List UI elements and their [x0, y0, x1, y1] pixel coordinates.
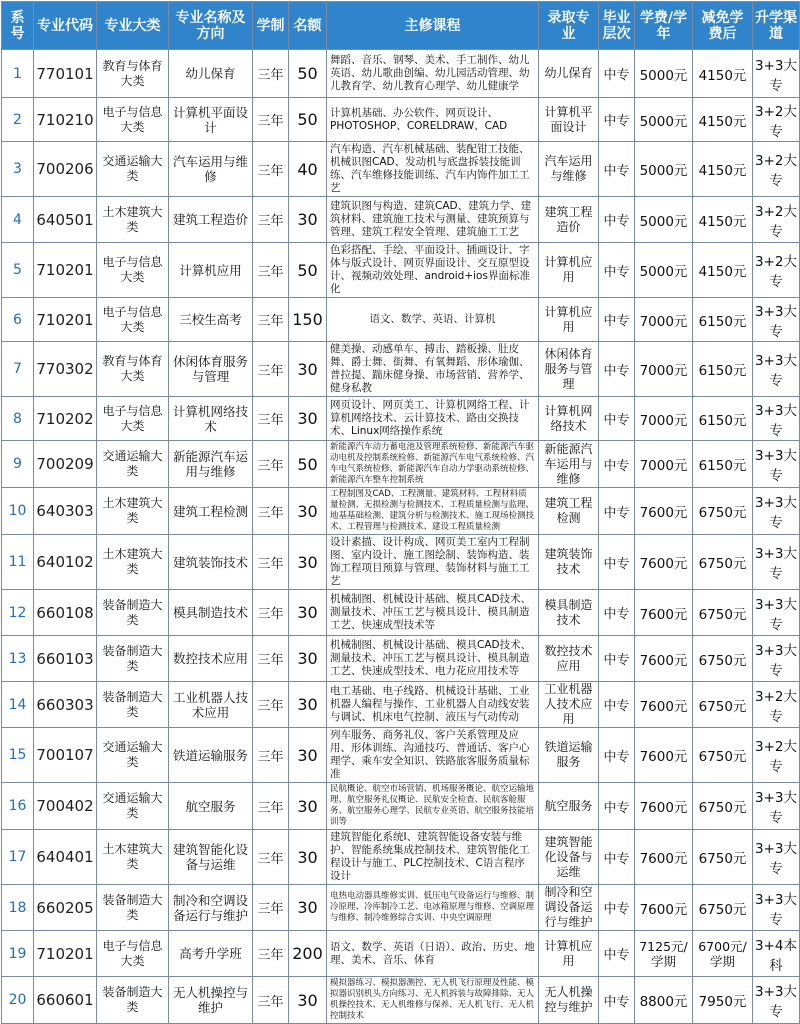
- row-fee: 7000元: [635, 342, 693, 397]
- row-path: 3+2大专: [753, 98, 800, 142]
- row-reduced: 6150元: [693, 397, 753, 441]
- table-row: [2, 977, 800, 1024]
- row-reduced: 6750元: [693, 885, 753, 931]
- table-row: [2, 728, 800, 783]
- row-fee: 7600元: [635, 535, 693, 590]
- table-row: [2, 342, 800, 397]
- row-duration: 三年: [253, 977, 289, 1024]
- row-fee: 7000元: [635, 397, 693, 441]
- row-level: 中专: [599, 977, 635, 1024]
- row-degree: 模具制造技术: [539, 590, 599, 636]
- row-code: 660103: [34, 636, 97, 682]
- row-duration: 三年: [253, 50, 289, 98]
- row-duration: 三年: [253, 931, 289, 977]
- row-index: 1: [2, 50, 34, 98]
- row-name: 三校生高考: [169, 298, 253, 342]
- row-reduced: 7950元: [693, 977, 753, 1024]
- row-fee: 5000元: [635, 142, 693, 197]
- row-degree: 航空服务: [539, 783, 599, 830]
- row-courses: 语文、数学、英语、计算机: [327, 298, 539, 342]
- header-level: 毕业层次: [599, 2, 635, 50]
- row-path: 3+2大专: [753, 243, 800, 298]
- row-index: 10: [2, 488, 34, 535]
- row-degree: 建筑工程造价: [539, 197, 599, 243]
- row-code: 710201: [34, 298, 97, 342]
- row-degree: 计算机网络技术: [539, 397, 599, 441]
- table-row: [2, 590, 800, 636]
- row-index: 4: [2, 197, 34, 243]
- table-row: [2, 682, 800, 728]
- row-courses: 建筑识图与构造、建筑CAD、建筑力学、建筑材料、建筑施工技术与测量、建筑预算与管理、建筑工程安全管理、建筑施工工艺: [327, 197, 539, 243]
- row-name: 休闲体育服务与管理: [169, 342, 253, 397]
- row-level: 中专: [599, 98, 635, 142]
- table-row: [2, 98, 800, 142]
- row-courses: 网页设计、网页美工、计算机网络工程、计算机网络技术、云计算技术、路由交换技术、Linux网络操作系统: [327, 397, 539, 441]
- row-duration: 三年: [253, 397, 289, 441]
- row-reduced: 4150元: [693, 243, 753, 298]
- row-path: 3+3大专: [753, 397, 800, 441]
- row-code: 700107: [34, 728, 97, 783]
- row-code: 710210: [34, 98, 97, 142]
- row-category: 装备制造大类: [97, 977, 169, 1024]
- row-level: 中专: [599, 636, 635, 682]
- row-name: 工业机器人技术应用: [169, 682, 253, 728]
- table-row: [2, 142, 800, 197]
- row-quota: 30: [289, 682, 327, 728]
- row-degree: 建筑智能化设备与运维: [539, 830, 599, 885]
- row-courses: 舞蹈、音乐、钢琴、美术、手工制作、幼儿英语、幼儿歌曲创编、幼儿园活动管理、幼儿教育学、幼儿教育心理学、幼儿健康学: [327, 50, 539, 98]
- row-name: 制冷和空调设备运行与维护: [169, 885, 253, 931]
- row-index: 9: [2, 441, 34, 488]
- row-category: 电子与信息大类: [97, 98, 169, 142]
- row-code: 770101: [34, 50, 97, 98]
- table-row: [2, 488, 800, 535]
- row-index: 2: [2, 98, 34, 142]
- row-duration: 三年: [253, 243, 289, 298]
- row-level: 中专: [599, 488, 635, 535]
- header-category: 专业大类: [97, 2, 169, 50]
- row-duration: 三年: [253, 830, 289, 885]
- row-fee: 5000元: [635, 197, 693, 243]
- row-reduced: 4150元: [693, 50, 753, 98]
- row-index: 18: [2, 885, 34, 931]
- row-reduced: 6750元: [693, 488, 753, 535]
- row-level: 中专: [599, 682, 635, 728]
- row-level: 中专: [599, 590, 635, 636]
- row-courses: 设计素描、设计构成、网页美工室内工程制图、室内设计、施工图绘制、装饰构造、装饰工程项目预算与管理、装饰材料与施工工艺: [327, 535, 539, 590]
- row-quota: 50: [289, 98, 327, 142]
- row-degree: 幼儿保育: [539, 50, 599, 98]
- row-courses: 机械制图、机械设计基础、模具CAD技术、測量技术、冲压工艺与模具设计、模具制造工艺、快速成型技术等: [327, 590, 539, 636]
- row-quota: 30: [289, 783, 327, 830]
- table-row: [2, 535, 800, 590]
- row-level: 中专: [599, 535, 635, 590]
- table-row: [2, 50, 800, 98]
- row-quota: 150: [289, 298, 327, 342]
- row-path: 3+3大专: [753, 535, 800, 590]
- header-row: [2, 2, 800, 50]
- row-code: 770302: [34, 342, 97, 397]
- row-index: 20: [2, 977, 34, 1024]
- row-level: 中专: [599, 397, 635, 441]
- row-reduced: 6150元: [693, 441, 753, 488]
- row-degree: 建筑工程检测: [539, 488, 599, 535]
- row-reduced: 6750元: [693, 783, 753, 830]
- row-quota: 30: [289, 197, 327, 243]
- row-duration: 三年: [253, 298, 289, 342]
- row-reduced: 6750元: [693, 636, 753, 682]
- row-path: 3+3大专: [753, 977, 800, 1024]
- row-level: 中专: [599, 728, 635, 783]
- row-courses: 建筑智能化系统I、建筑智能设备安装与维护、智能系统集成控制技术、建筑智能化工程设计与施工、PLC控制技术、C语言程序设计: [327, 830, 539, 885]
- row-degree: 计算机应用: [539, 298, 599, 342]
- row-path: 3+3大专: [753, 636, 800, 682]
- row-degree: 数控技术应用: [539, 636, 599, 682]
- row-reduced: 4150元: [693, 197, 753, 243]
- row-category: 电子与信息大类: [97, 931, 169, 977]
- table-row: [2, 397, 800, 441]
- row-duration: 三年: [253, 783, 289, 830]
- row-code: 710202: [34, 397, 97, 441]
- row-name: 数控技术应用: [169, 636, 253, 682]
- row-category: 教育与体育大类: [97, 342, 169, 397]
- row-duration: 三年: [253, 441, 289, 488]
- row-name: 新能源汽车运用与维修: [169, 441, 253, 488]
- row-index: 5: [2, 243, 34, 298]
- header-quota: 名额: [289, 2, 327, 50]
- row-name: 建筑装饰技术: [169, 535, 253, 590]
- row-duration: 三年: [253, 488, 289, 535]
- row-category: 电子与信息大类: [97, 298, 169, 342]
- table-row: [2, 441, 800, 488]
- row-quota: 30: [289, 885, 327, 931]
- row-path: 3+3大专: [753, 441, 800, 488]
- row-fee: 5000元: [635, 50, 693, 98]
- row-level: 中专: [599, 197, 635, 243]
- row-duration: 三年: [253, 197, 289, 243]
- row-quota: 30: [289, 397, 327, 441]
- row-category: 交通运输大类: [97, 142, 169, 197]
- table-row: [2, 931, 800, 977]
- row-reduced: 6150元: [693, 298, 753, 342]
- row-degree: 计算机应用: [539, 243, 599, 298]
- row-code: 700206: [34, 142, 97, 197]
- row-quota: 30: [289, 636, 327, 682]
- row-path: 3+2大专: [753, 197, 800, 243]
- row-category: 土木建筑大类: [97, 488, 169, 535]
- row-reduced: 6750元: [693, 590, 753, 636]
- row-level: 中专: [599, 931, 635, 977]
- majors-table: [1, 1, 800, 1024]
- row-name: 汽车运用与维修: [169, 142, 253, 197]
- row-category: 电子与信息大类: [97, 397, 169, 441]
- row-category: 交通运输大类: [97, 728, 169, 783]
- row-code: 700402: [34, 783, 97, 830]
- header-degree: 录取专业: [539, 2, 599, 50]
- row-code: 710201: [34, 931, 97, 977]
- table-row: [2, 885, 800, 931]
- row-reduced: 6150元: [693, 342, 753, 397]
- row-name: 建筑智能化设备与运维: [169, 830, 253, 885]
- header-code: 专业代码: [34, 2, 97, 50]
- row-courses: 色彩搭配、手绘、平面设计、插画设计、字体与版式设计、网页界面设计、交互原型设计、视频动效处理、android+ios界面标准化: [327, 243, 539, 298]
- row-quota: 30: [289, 535, 327, 590]
- table-row: [2, 830, 800, 885]
- row-name: 建筑工程检测: [169, 488, 253, 535]
- row-index: 7: [2, 342, 34, 397]
- table-row: [2, 298, 800, 342]
- row-courses: 电热电动器具维修实训、低压电气设备运行与维修、制冷原理、冷库制冷工艺、电冰箱原理与维修、空调原理与维修、制冷维修综合实训、中央空调原理: [327, 885, 539, 931]
- row-path: 3+3大专: [753, 590, 800, 636]
- row-quota: 30: [289, 590, 327, 636]
- row-reduced: 6750元: [693, 535, 753, 590]
- row-name: 无人机操控与维护: [169, 977, 253, 1024]
- row-path: 3+3大专: [753, 342, 800, 397]
- row-fee: 7600元: [635, 682, 693, 728]
- row-duration: 三年: [253, 342, 289, 397]
- row-duration: 三年: [253, 728, 289, 783]
- row-category: 电子与信息大类: [97, 243, 169, 298]
- row-fee: 7000元: [635, 441, 693, 488]
- row-name: 铁道运输服务: [169, 728, 253, 783]
- row-code: 660108: [34, 590, 97, 636]
- row-quota: 30: [289, 977, 327, 1024]
- row-degree: 计算机应用: [539, 931, 599, 977]
- row-level: 中专: [599, 830, 635, 885]
- row-level: 中专: [599, 142, 635, 197]
- row-duration: 三年: [253, 636, 289, 682]
- row-reduced: 6750元: [693, 728, 753, 783]
- row-index: 12: [2, 590, 34, 636]
- header-name: 专业名称及方向: [169, 2, 253, 50]
- row-category: 交通运输大类: [97, 441, 169, 488]
- row-name: 幼儿保育: [169, 50, 253, 98]
- row-name: 航空服务: [169, 783, 253, 830]
- row-fee: 7000元: [635, 298, 693, 342]
- row-reduced: 6700元/学期: [693, 931, 753, 977]
- row-level: 中专: [599, 885, 635, 931]
- row-path: 3+2大专: [753, 142, 800, 197]
- table-row: [2, 783, 800, 830]
- row-quota: 50: [289, 50, 327, 98]
- row-path: 3+2大专: [753, 682, 800, 728]
- row-path: 3+3大专: [753, 488, 800, 535]
- row-index: 13: [2, 636, 34, 682]
- row-category: 教育与体育大类: [97, 50, 169, 98]
- row-courses: 汽车构造、汽车机械基础、装配钳工技能、机械识图CAD、发动机与底盘拆装技能训练、汽车维修技能训练、汽车内饰件加工工艺: [327, 142, 539, 197]
- row-courses: 健美操、动感单车、搏击、踏板操、肚皮舞、爵士舞、街舞、有氧舞蹈、形体瑜伽、普拉提、踹床健身操、市场营销、营养学、健身私教: [327, 342, 539, 397]
- table-row: [2, 636, 800, 682]
- row-path: 3+3大专: [753, 50, 800, 98]
- row-code: 700209: [34, 441, 97, 488]
- row-quota: 50: [289, 441, 327, 488]
- row-code: 640303: [34, 488, 97, 535]
- row-degree: 建筑装饰技术: [539, 535, 599, 590]
- row-quota: 30: [289, 728, 327, 783]
- row-fee: 8800元: [635, 977, 693, 1024]
- row-category: 装备制造大类: [97, 636, 169, 682]
- table-row: [2, 197, 800, 243]
- row-quota: 30: [289, 342, 327, 397]
- row-category: 装备制造大类: [97, 682, 169, 728]
- row-quota: 200: [289, 931, 327, 977]
- row-fee: 7600元: [635, 885, 693, 931]
- row-duration: 三年: [253, 142, 289, 197]
- header-index: 系号: [2, 2, 34, 50]
- row-courses: 电工基础、电子线路、机械设计基础、工业机器人编程与操作、工业机器人自动线安装与调试、机床电气控制、液压与气动传动: [327, 682, 539, 728]
- row-degree: 工业机器人技术应用: [539, 682, 599, 728]
- row-reduced: 6750元: [693, 830, 753, 885]
- row-fee: 7125元/学期: [635, 931, 693, 977]
- row-index: 19: [2, 931, 34, 977]
- row-reduced: 4150元: [693, 98, 753, 142]
- row-duration: 三年: [253, 682, 289, 728]
- row-fee: 7600元: [635, 636, 693, 682]
- row-index: 15: [2, 728, 34, 783]
- row-courses: 新能源汽车动力蓄电池及管理系统检修、新能源汽车驱动电机及控制系统检修、新能源汽车电气系统检修、汽车电气系统检修、新能源汽车自动力学驱动系统检修、新能源汽车整车控制系统: [327, 441, 539, 488]
- row-courses: 模拟器练习、模拟器测控、无人机飞行原理及性能、模拟器识别机头方向练习、无人机拆装与故障排除、无人机操控技术、无人机维修与保养、无人机飞行、无人机控制技术: [327, 977, 539, 1024]
- row-courses: 民航概论、航空市场营销、机场服务概论、航空运输地理、航空服务礼仪概论、民航安全检查、民航客舱服务、航空服务心理学、民航专业英语、航空服务技能培训等: [327, 783, 539, 830]
- row-degree: 计算机平面设计: [539, 98, 599, 142]
- row-path: 3+3大专: [753, 783, 800, 830]
- row-code: 710201: [34, 243, 97, 298]
- header-fee: 学费/学年: [635, 2, 693, 50]
- header-reduced: 减免学费后: [693, 2, 753, 50]
- table-row: [2, 243, 800, 298]
- row-path: 3+3大专: [753, 885, 800, 931]
- row-courses: 列车服务、商务礼仪、客户关系管理及应用、形体训练、沟通技巧、普通话、客户心理学、乘车安全知识、铁路旅客服务质量标准: [327, 728, 539, 783]
- row-fee: 5000元: [635, 98, 693, 142]
- row-level: 中专: [599, 50, 635, 98]
- row-duration: 三年: [253, 885, 289, 931]
- row-name: 计算机网络技术: [169, 397, 253, 441]
- row-level: 中专: [599, 243, 635, 298]
- row-path: 3+4本科: [753, 931, 800, 977]
- header-duration: 学制: [253, 2, 289, 50]
- row-name: 模具制造技术: [169, 590, 253, 636]
- row-path: 3+2大专: [753, 728, 800, 783]
- row-name: 建筑工程造价: [169, 197, 253, 243]
- row-courses: 工程制图及CAD、工程测量、建筑材料、工程材料质量检测、无损检测与检测技术、工程质量检测与监理、地基基础检测、建筑分析与检测技术、施工现场检测技术、工程管理与检测技术、建设工程质量检测: [327, 488, 539, 535]
- row-degree: 铁道运输服务: [539, 728, 599, 783]
- row-path: 3+3大专: [753, 298, 800, 342]
- row-index: 17: [2, 830, 34, 885]
- row-courses: 计算机基础、办公软件、网页设计、PHOTOSHOP、CORELDRAW、CAD: [327, 98, 539, 142]
- row-code: 640401: [34, 830, 97, 885]
- row-name: 计算机平面设计: [169, 98, 253, 142]
- row-fee: 7600元: [635, 488, 693, 535]
- row-degree: 休闲体育服务与管理: [539, 342, 599, 397]
- row-degree: 汽车运用与维修: [539, 142, 599, 197]
- row-level: 中专: [599, 783, 635, 830]
- row-fee: 5000元: [635, 243, 693, 298]
- row-code: 660205: [34, 885, 97, 931]
- row-fee: 7600元: [635, 783, 693, 830]
- row-quota: 40: [289, 142, 327, 197]
- row-fee: 7600元: [635, 830, 693, 885]
- row-reduced: 6750元: [693, 682, 753, 728]
- row-category: 土木建筑大类: [97, 535, 169, 590]
- row-degree: 无人机操控与维护: [539, 977, 599, 1024]
- row-duration: 三年: [253, 590, 289, 636]
- row-index: 8: [2, 397, 34, 441]
- row-code: 640501: [34, 197, 97, 243]
- row-degree: 新能源汽车运用与维修: [539, 441, 599, 488]
- row-quota: 50: [289, 243, 327, 298]
- row-courses: 机械制图、机械设计基础、模具CAD技术、測量技术、冲压工艺与模具设计、模具制造工艺、快速成型技术、电力花应用技术等: [327, 636, 539, 682]
- row-quota: 30: [289, 488, 327, 535]
- row-category: 交通运输大类: [97, 783, 169, 830]
- row-level: 中专: [599, 298, 635, 342]
- row-code: 660303: [34, 682, 97, 728]
- header-path: 升学渠道: [753, 2, 800, 50]
- row-path: 3+3大专: [753, 830, 800, 885]
- row-quota: 30: [289, 830, 327, 885]
- row-category: 装备制造大类: [97, 885, 169, 931]
- row-reduced: 4150元: [693, 142, 753, 197]
- row-index: 11: [2, 535, 34, 590]
- row-duration: 三年: [253, 535, 289, 590]
- row-duration: 三年: [253, 98, 289, 142]
- row-index: 16: [2, 783, 34, 830]
- header-courses: 主修课程: [327, 2, 539, 50]
- row-name: 计算机应用: [169, 243, 253, 298]
- row-index: 6: [2, 298, 34, 342]
- row-fee: 7600元: [635, 728, 693, 783]
- row-level: 中专: [599, 441, 635, 488]
- row-code: 640102: [34, 535, 97, 590]
- row-level: 中专: [599, 342, 635, 397]
- row-category: 装备制造大类: [97, 590, 169, 636]
- row-index: 3: [2, 142, 34, 197]
- row-name: 高考升学班: [169, 931, 253, 977]
- row-degree: 制冷和空调设备运行与维护: [539, 885, 599, 931]
- row-fee: 7600元: [635, 590, 693, 636]
- row-code: 660601: [34, 977, 97, 1024]
- row-category: 土木建筑大类: [97, 830, 169, 885]
- row-courses: 语文、数学、英语（日语）、政治、历史、地理、美术、音乐、体育: [327, 931, 539, 977]
- row-category: 土木建筑大类: [97, 197, 169, 243]
- row-index: 14: [2, 682, 34, 728]
